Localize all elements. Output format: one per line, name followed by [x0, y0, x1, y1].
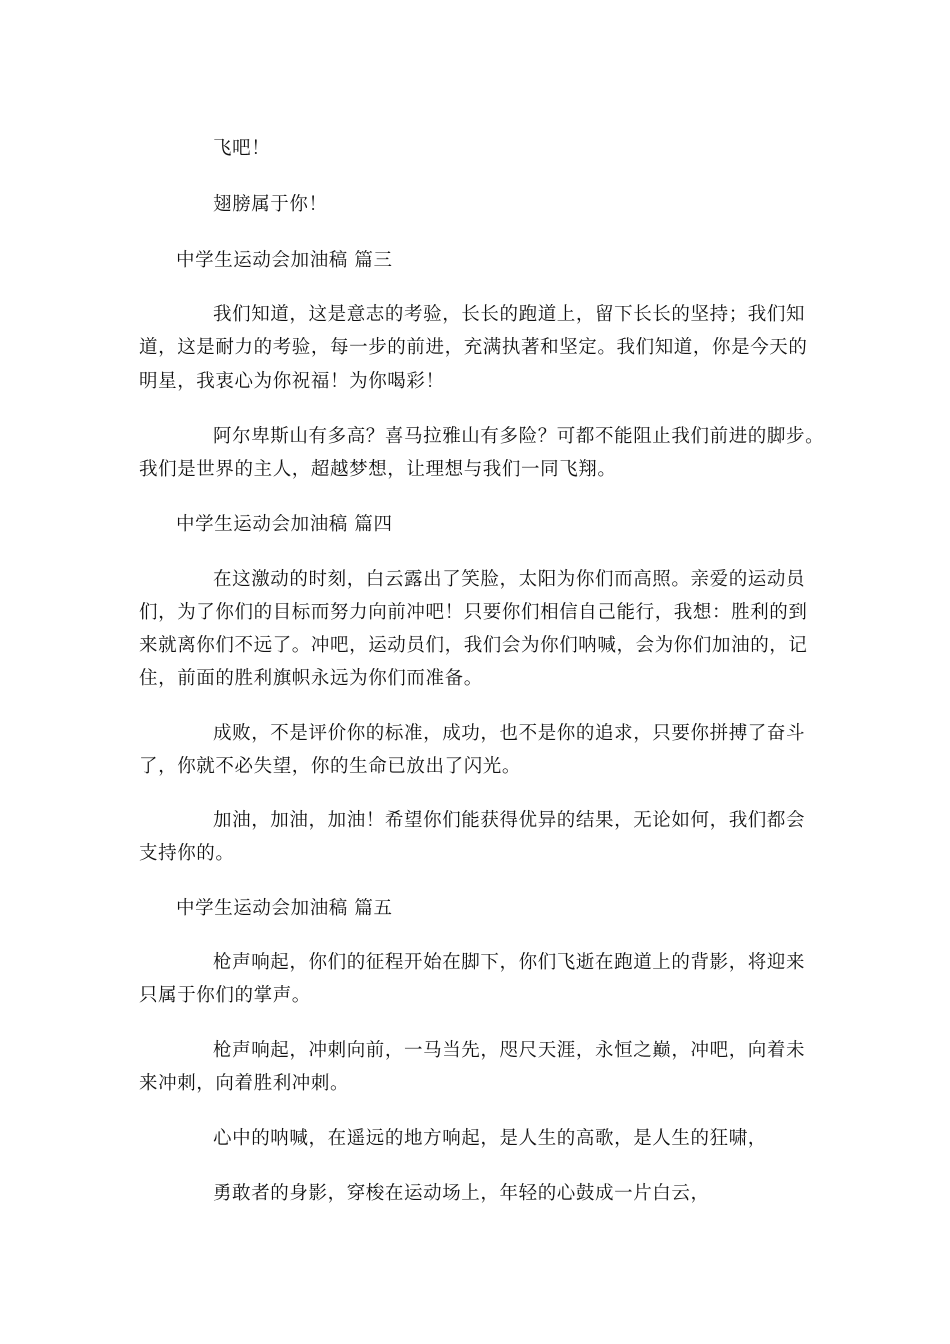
paragraph-line: 来冲刺，向着胜利冲刺。 — [139, 1073, 350, 1094]
paragraph-line: 住，前面的胜利旗帜永远为你们而准备。 — [139, 668, 483, 689]
paragraph-line: 成败，不是评价你的标准，成功，也不是你的追求，只要你拼搏了奋斗 — [213, 723, 806, 744]
paragraph-line: 我们是世界的主人，超越梦想，让理想与我们一同飞翔。 — [139, 459, 617, 480]
paragraph-line: 翅膀属于你！ — [213, 194, 328, 215]
section-heading: 中学生运动会加油稿 篇五 — [176, 898, 393, 919]
paragraph-line: 阿尔卑斯山有多高？喜马拉雅山有多险？可都不能阻止我们前进的脚步。 — [213, 426, 825, 447]
paragraph-line: 只属于你们的掌声。 — [139, 985, 311, 1006]
paragraph-line: 支持你的。 — [139, 843, 235, 864]
paragraph-line: 勇敢者的身影，穿梭在运动场上，年轻的心鼓成一片白云， — [213, 1183, 710, 1204]
section-heading: 中学生运动会加油稿 篇三 — [176, 250, 393, 271]
paragraph-line: 们，为了你们的目标而努力向前冲吧！只要你们相信自己能行，我想：胜利的到 — [139, 602, 808, 623]
paragraph-line: 了，你就不必失望，你的生命已放出了闪光。 — [139, 756, 522, 777]
paragraph-line: 心中的呐喊，在遥远的地方响起，是人生的高歌，是人生的狂啸， — [213, 1128, 767, 1149]
paragraph-line: 枪声响起，冲刺向前，一马当先，咫尺天涯，永恒之巅，冲吧，向着未 — [213, 1040, 806, 1061]
section-heading: 中学生运动会加油稿 篇四 — [176, 514, 393, 535]
paragraph-line: 加油，加油，加油！希望你们能获得优异的结果，无论如何，我们都会 — [213, 810, 806, 831]
paragraph-line: 在这激动的时刻，白云露出了笑脸，太阳为你们而高照。亲爱的运动员 — [213, 569, 806, 590]
paragraph-line: 明星，我衷心为你祝福！为你喝彩！ — [139, 371, 445, 392]
paragraph-line: 道，这是耐力的考验，每一步的前进，充满执著和坚定。我们知道，你是今天的 — [139, 337, 808, 358]
paragraph-line: 我们知道，这是意志的考验，长长的跑道上，留下长长的坚持；我们知 — [213, 304, 806, 325]
paragraph-line: 枪声响起，你们的征程开始在脚下，你们飞逝在跑道上的背影，将迎来 — [213, 952, 806, 973]
paragraph-line: 飞吧！ — [213, 138, 271, 159]
paragraph-line: 来就离你们不远了。冲吧，运动员们，我们会为你们呐喊，会为你们加油的，记 — [139, 635, 808, 656]
